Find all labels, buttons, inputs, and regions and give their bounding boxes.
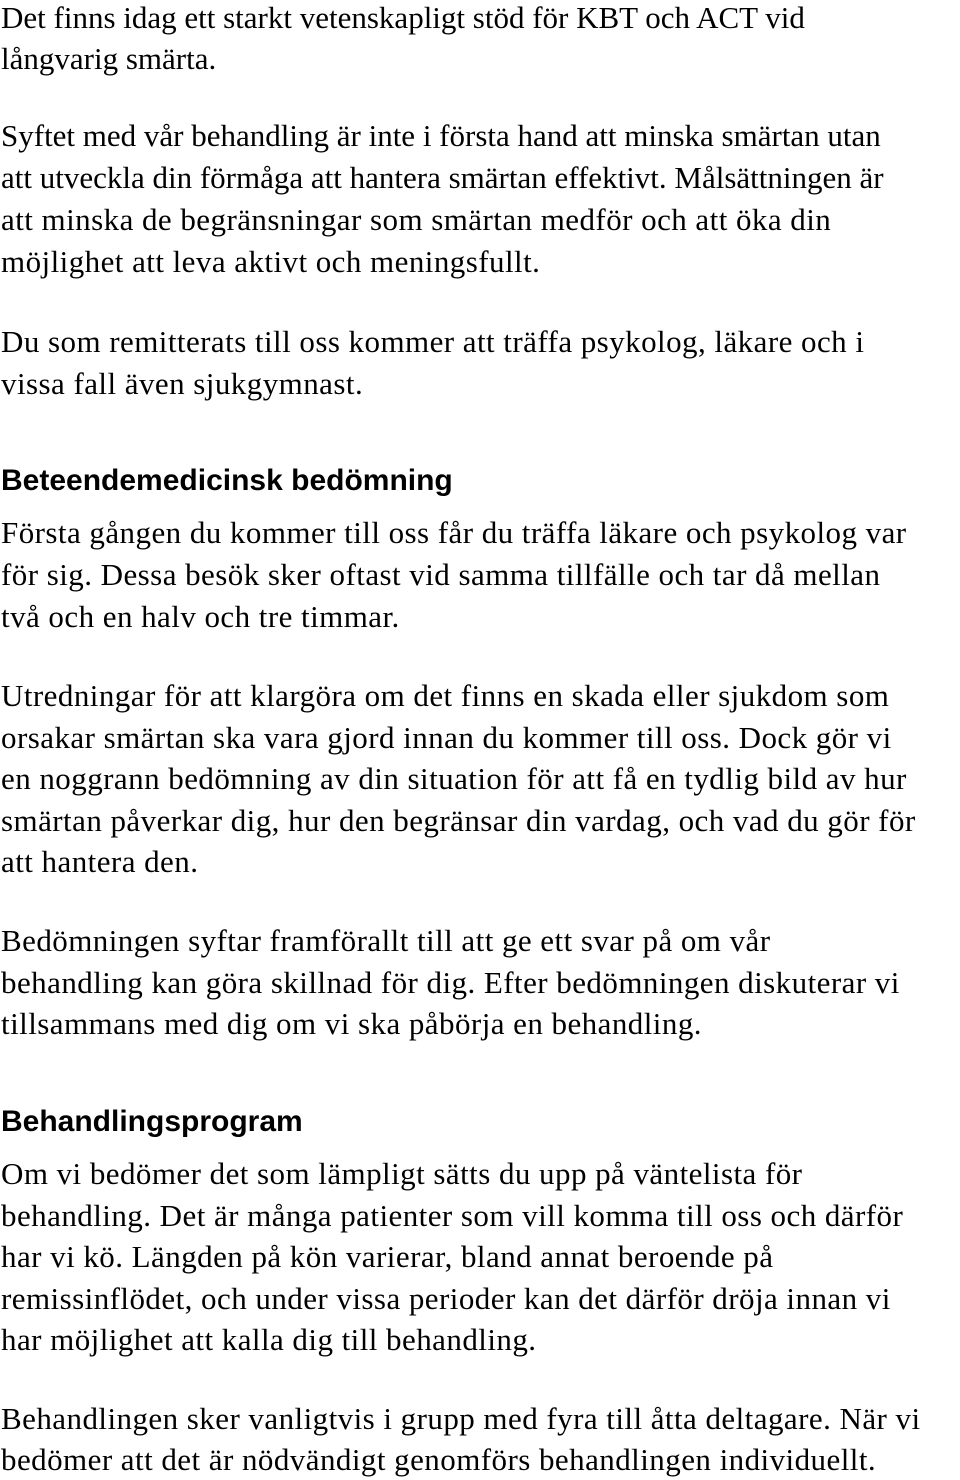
text-line: Utredningar för att klargöra om det finns en skada eller sjukdom som	[1, 678, 890, 713]
text-line: bedömer att det är nödvändigt genomförs behandlingen individuellt.	[1, 1442, 877, 1477]
section-heading-program: Behandlingsprogram	[1, 1105, 303, 1138]
text-line: behandling kan göra skillnad för dig. Efter bedömningen diskuterar vi	[1, 965, 900, 1000]
text-line: Första gången du kommer till oss får du träffa läkare och psykolog var	[1, 515, 907, 550]
text-line: Du som remitterats till oss kommer att träffa psykolog, läkare och i	[1, 324, 865, 359]
section-heading-assessment: Beteendemedicinsk bedömning	[1, 464, 453, 497]
text-line: remissinflödet, och under vissa perioder kan det därför dröja innan vi	[1, 1281, 891, 1316]
text-line: att utveckla din förmåga att hantera smärtan effektivt. Målsättningen är	[1, 160, 884, 195]
text-line: Det finns idag ett starkt vetenskapligt stöd för KBT och ACT vid	[1, 0, 805, 35]
text-line: Om vi bedömer det som lämpligt sätts du upp på väntelista för	[1, 1156, 803, 1191]
text-line: har vi kö. Längden på kön varierar, bland annat beroende på	[1, 1239, 774, 1274]
text-line: en noggrann bedömning av din situation för att få en tydlig bild av hur	[1, 761, 907, 796]
text-line: två och en halv och tre timmar.	[1, 599, 400, 634]
text-line: orsakar smärtan ska vara gjord innan du kommer till oss. Dock gör vi	[1, 720, 892, 755]
text-line: Bedömningen syftar framförallt till att ge ett svar på om vår	[1, 923, 771, 958]
text-line: tillsammans med dig om vi ska påbörja en behandling.	[1, 1006, 702, 1041]
text-line: har möjlighet att kalla dig till behandling.	[1, 1322, 537, 1357]
text-line: långvarig smärta.	[1, 41, 217, 76]
text-line: att minska de begränsningar som smärtan medför och att öka din	[1, 202, 832, 237]
text-line: att hantera den.	[1, 844, 199, 879]
text-line: för sig. Dessa besök sker oftast vid samma tillfälle och tar då mellan	[1, 557, 881, 592]
text-line: smärtan påverkar dig, hur den begränsar din vardag, och vad du gör för	[1, 803, 916, 838]
text-line: Syftet med vår behandling är inte i första hand att minska smärtan utan	[1, 118, 881, 153]
text-line: Behandlingen sker vanligtvis i grupp med fyra till åtta deltagare. När vi	[1, 1401, 921, 1436]
text-line: behandling. Det är många patienter som vill komma till oss och därför	[1, 1198, 904, 1233]
text-line: vissa fall även sjukgymnast.	[1, 366, 364, 401]
text-line: möjlighet att leva aktivt och meningsfullt.	[1, 244, 541, 279]
